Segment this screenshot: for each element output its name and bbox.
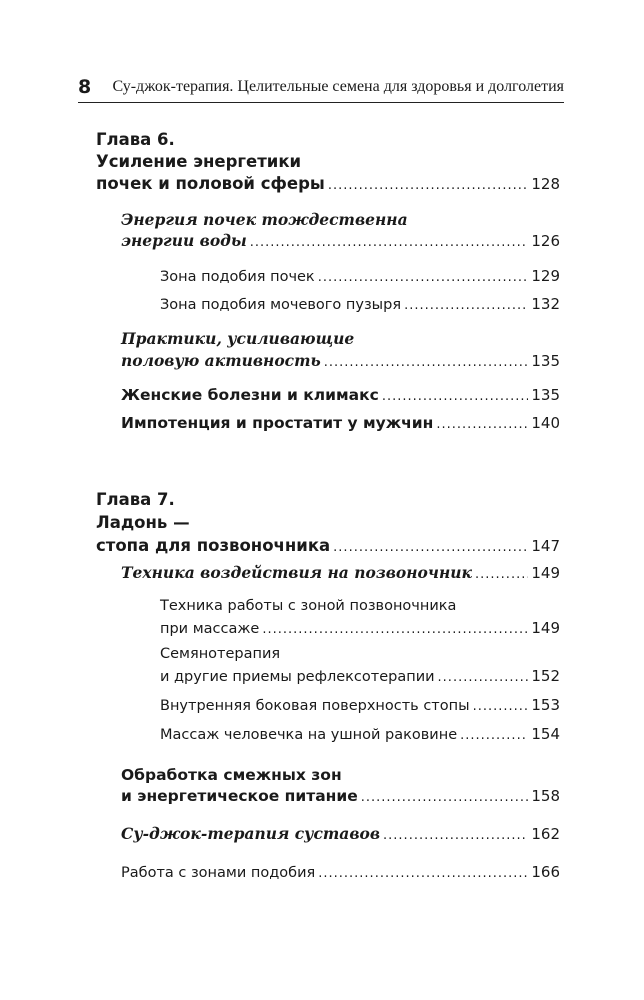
- entry-title: Женские болезни и климакс: [121, 386, 379, 404]
- dot-leader: [475, 564, 528, 586]
- dot-leader: [328, 175, 529, 197]
- entry-page: 129: [531, 267, 560, 285]
- entry-page: 162: [531, 825, 560, 843]
- entry-title: Су-джок-терапия суставов: [121, 824, 381, 843]
- chapter-title: Усиление энергетики: [96, 152, 302, 171]
- running-title: Су-джок-терапия. Целительные семена для здоровья и долголетия: [112, 78, 564, 95]
- entry-page: 132: [531, 295, 560, 313]
- toc-entry[interactable]: [121, 384, 560, 408]
- entry-title: почек и половой сферы: [96, 174, 325, 193]
- dot-leader: [250, 232, 529, 254]
- entry-title: и другие приемы рефлексотерапии: [160, 669, 435, 685]
- dot-leader: [438, 667, 529, 689]
- toc-entry[interactable]: [160, 694, 560, 718]
- toc-entry[interactable]: [160, 665, 560, 689]
- dot-leader: [382, 386, 529, 408]
- dot-leader: [404, 295, 528, 317]
- toc-entry[interactable]: [121, 861, 560, 885]
- toc-entry[interactable]: [121, 412, 560, 436]
- entry-title: Техника воздействия на позвоночник: [121, 563, 473, 582]
- toc-entry[interactable]: [121, 562, 560, 586]
- entry-page: 135: [531, 386, 560, 404]
- toc-entry[interactable]: [160, 293, 560, 317]
- entry-page: 149: [531, 619, 560, 637]
- toc-entry[interactable]: [160, 617, 560, 641]
- entry-page: 126: [531, 232, 560, 250]
- dot-leader: [333, 537, 528, 559]
- dot-leader: [473, 696, 529, 718]
- toc-entry[interactable]: [160, 723, 560, 747]
- dot-leader: [318, 267, 529, 289]
- entry-page: 149: [531, 564, 560, 582]
- entry-title-line: Семянотерапия: [160, 646, 281, 662]
- dot-leader: [383, 825, 528, 847]
- entry-title-line: Техника работы с зоной позвоночника: [160, 598, 457, 614]
- section-title: Практики, усиливающие: [121, 329, 355, 348]
- toc-entry[interactable]: [96, 535, 560, 559]
- entry-page: 158: [531, 787, 560, 805]
- dot-leader: [262, 619, 528, 641]
- entry-page: 152: [531, 667, 560, 685]
- section-title: Энергия почек тождественна: [121, 210, 408, 229]
- toc-entry[interactable]: [160, 265, 560, 289]
- entry-title: Зона подобия мочевого пузыря: [160, 297, 402, 313]
- entry-page: 147: [531, 537, 560, 555]
- running-header: [78, 74, 564, 103]
- entry-page: 153: [531, 696, 560, 714]
- entry-title: энергии воды: [121, 231, 247, 250]
- entry-title: Внутренняя боковая поверхность стопы: [160, 698, 470, 714]
- dot-leader: [361, 787, 529, 809]
- entry-title: Работа с зонами подобия: [121, 865, 316, 881]
- toc-entry[interactable]: [121, 350, 560, 374]
- toc-entry[interactable]: [121, 823, 560, 847]
- toc-entry[interactable]: [121, 230, 560, 254]
- dot-leader: [318, 863, 528, 885]
- entry-title: Зона подобия почек: [160, 269, 315, 285]
- chapter-title: Ладонь —: [96, 513, 190, 532]
- entry-title: и энергетическое питание: [121, 787, 358, 805]
- entry-title: Массаж человечка на ушной раковине: [160, 727, 458, 743]
- entry-page: 140: [531, 414, 560, 432]
- dot-leader: [324, 352, 529, 374]
- entry-title-line: Обработка смежных зон: [121, 766, 342, 784]
- entry-title: стопа для позвоночника: [96, 536, 331, 555]
- toc-entry[interactable]: [96, 173, 560, 197]
- chapter-label: Глава 7.: [96, 490, 175, 509]
- entry-title: при массаже: [160, 621, 260, 637]
- entry-page: 135: [531, 352, 560, 370]
- page-number: 8: [78, 76, 92, 98]
- entry-page: 128: [531, 175, 560, 193]
- entry-title: Импотенция и простатит у мужчин: [121, 414, 434, 432]
- chapter-label: Глава 6.: [96, 130, 175, 149]
- entry-title: половую активность: [121, 351, 321, 370]
- entry-page: 154: [531, 725, 560, 743]
- entry-page: 166: [531, 863, 560, 881]
- dot-leader: [460, 725, 528, 747]
- toc-entry[interactable]: [121, 785, 560, 809]
- dot-leader: [436, 414, 528, 436]
